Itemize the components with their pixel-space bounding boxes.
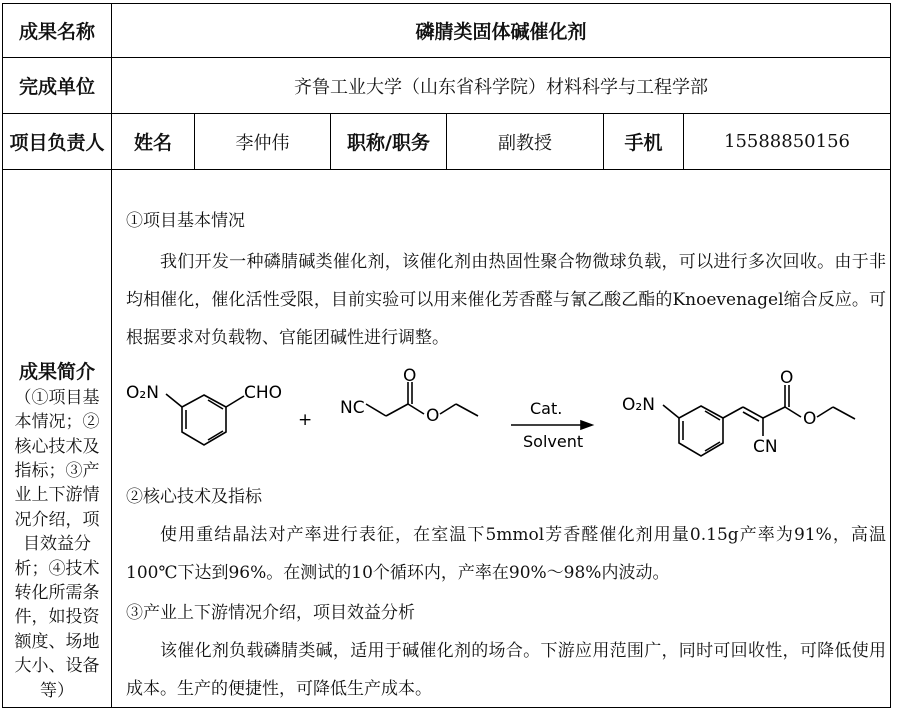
position-value: 副教授 <box>447 114 604 170</box>
section3-text: 该催化剂负载磷腈类碱，适用于碱催化剂的场合。下游应用范围广，同时可回收性，可降低使用成本。生产的便捷性，可降低生产成本。 <box>126 641 886 699</box>
reactant-no2-label: O₂N <box>126 383 159 403</box>
position-label: 职称/职务 <box>331 114 447 170</box>
reactant-ester-o: O <box>426 406 440 426</box>
benzene-ring-reactant <box>182 395 226 445</box>
catalyst-label: Cat. <box>530 399 563 418</box>
summary-description: （①项目基本情况；②核心技术及指标；③产业上下游情况介绍，项目效益分析；④技术转化所需条件，如投资额度、场地大小、设备等） <box>14 387 100 701</box>
summary-content <box>112 170 891 708</box>
achievement-name-label: 成果名称 <box>3 4 112 58</box>
organization-label: 完成单位 <box>3 58 112 114</box>
product-ester-o: O <box>803 409 817 429</box>
organization-value: 齐鲁工业大学（山东省科学院）材料科学与工程学部 <box>112 58 891 114</box>
project-leader-label: 项目负责人 <box>3 114 112 170</box>
product-cn-label: CN <box>753 437 778 457</box>
reactant-carbonyl-o: O <box>403 368 417 386</box>
section2-text: 使用重结晶法对产率进行表征，在室温下5mmol芳香醛催化剂用量0.15g产率为91%，高温100℃下达到96%。在测试的10个循环内，产率在90%～98%内波动。 <box>126 525 886 583</box>
reaction-scheme <box>126 368 886 464</box>
name-value: 李仲伟 <box>195 114 331 170</box>
phone-value: 15588850156 <box>684 114 891 170</box>
benzene-ring-product <box>679 406 723 456</box>
name-label: 姓名 <box>112 114 195 170</box>
section1-title: ①项目基本情况 <box>126 211 245 231</box>
summary-sidebar <box>3 170 112 708</box>
phone-label: 手机 <box>604 114 684 170</box>
reaction-plus: + <box>298 410 313 430</box>
reactant-cho-label: CHO <box>244 383 283 403</box>
section3-title: ③产业上下游情况介绍，项目效益分析 <box>126 603 415 623</box>
reactant-nc-label: NC <box>340 398 365 418</box>
achievement-table <box>2 3 891 708</box>
summary-label: 成果简介 <box>18 360 95 383</box>
product-no2-label: O₂N <box>622 395 655 415</box>
achievement-name-value: 磷腈类固体碱催化剂 <box>112 4 891 58</box>
section1-text: 我们开发一种磷腈碱类催化剂，该催化剂由热固性聚合物微球负载，可以进行多次回收。由于非均相催化，催化活性受限，目前实验可以用来催化芳香醛与氰乙酸乙酯的Knoevenagel缩合反应。可根据要求对负载物、官能团碱性进行调整。 <box>126 252 886 348</box>
solvent-label: Solvent <box>523 432 584 451</box>
section2-title: ②核心技术及指标 <box>126 487 262 507</box>
product-carbonyl-o: O <box>780 368 794 388</box>
